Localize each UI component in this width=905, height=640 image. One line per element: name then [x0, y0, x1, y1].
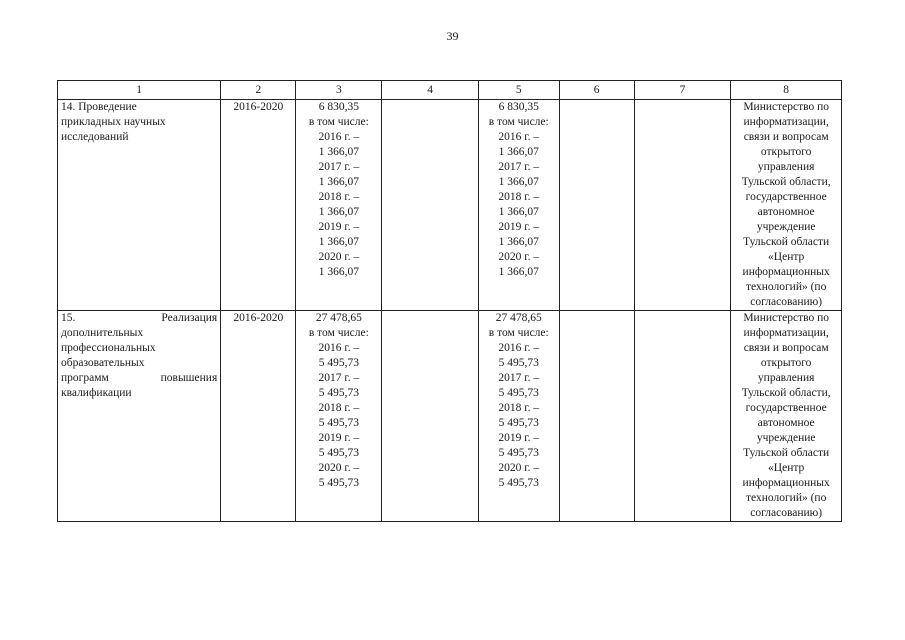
header-row	[58, 81, 842, 100]
text-line: связи и вопросам	[743, 342, 829, 354]
total-funding-cell	[296, 100, 382, 311]
text-line: 5 495,73	[498, 447, 539, 459]
text-line: 2018 г. –	[318, 402, 360, 414]
empty-cell-4	[382, 311, 479, 522]
text-line: управления	[757, 372, 815, 384]
text-line: 2019 г. –	[498, 432, 540, 444]
empty-cell-7	[634, 311, 731, 522]
text-line: государственное	[745, 402, 827, 414]
text-line: в том числе:	[488, 327, 549, 339]
empty-cell-6	[559, 311, 634, 522]
text-word: программ	[61, 372, 109, 384]
text-line: профессиональных	[61, 342, 156, 354]
text-line: 2018 г. –	[498, 402, 540, 414]
text-line: в том числе:	[488, 116, 549, 128]
column-header-3: 3	[296, 81, 382, 100]
column-header-4: 4	[382, 81, 479, 100]
text-line: 27 478,65	[315, 312, 362, 324]
text-line: 2020 г. –	[498, 251, 540, 263]
measure-name-cell	[58, 100, 221, 311]
column-header-2: 2	[221, 81, 296, 100]
column-header-5: 5	[478, 81, 559, 100]
text-line: Тульской области	[743, 447, 830, 459]
total-funding-cell	[296, 311, 382, 522]
period-cell: 2016-2020	[221, 311, 296, 522]
text-line: 2018 г. –	[498, 191, 540, 203]
text-line: 1 366,07	[498, 176, 539, 188]
text-line: учреждение	[756, 221, 816, 233]
text-line: 2017 г. –	[318, 372, 360, 384]
text-line: открытого	[760, 146, 812, 158]
text-line: 1 366,07	[318, 146, 359, 158]
text-line: Тульской области	[743, 236, 830, 248]
text-line: 14. Проведение	[61, 101, 137, 113]
text-line: информатизации,	[743, 116, 829, 128]
text-line: 5 495,73	[318, 357, 359, 369]
text-line: 2017 г. –	[318, 161, 360, 173]
text-line: квалификации	[61, 387, 132, 399]
empty-cell-6	[559, 100, 634, 311]
text-line: 1 366,07	[498, 146, 539, 158]
table-row	[58, 100, 842, 311]
text-line	[61, 311, 217, 326]
text-line: автономное	[757, 206, 815, 218]
text-line: 2020 г. –	[318, 462, 360, 474]
text-line: 1 366,07	[498, 266, 539, 278]
text-line: технологий» (по	[745, 281, 827, 293]
column-header-1: 1	[58, 81, 221, 100]
text-line: 27 478,65	[495, 312, 542, 324]
text-line: 5 495,73	[318, 417, 359, 429]
text-line: 2017 г. –	[498, 372, 540, 384]
text-line: 5 495,73	[498, 417, 539, 429]
text-line: 2019 г. –	[318, 221, 360, 233]
text-line: информационных	[742, 477, 830, 489]
text-line: открытого	[760, 357, 812, 369]
empty-cell-7	[634, 100, 731, 311]
text-line: 1 366,07	[498, 236, 539, 248]
text-word: Реализация	[161, 312, 218, 324]
text-line: 5 495,73	[318, 387, 359, 399]
period-cell: 2016-2020	[221, 100, 296, 311]
column-header-7: 7	[634, 81, 731, 100]
text-line: 6 830,35	[318, 101, 359, 113]
text-line: 2018 г. –	[318, 191, 360, 203]
text-line: согласованию)	[750, 507, 823, 519]
empty-cell-4	[382, 100, 479, 311]
text-line: 2016 г. –	[498, 131, 540, 143]
text-line: согласованию)	[750, 296, 823, 308]
text-line: прикладных научных	[61, 116, 166, 128]
text-line: 5 495,73	[498, 357, 539, 369]
text-line: «Центр	[768, 462, 805, 474]
text-line: 2016 г. –	[498, 342, 540, 354]
text-line: 5 495,73	[498, 387, 539, 399]
executor-cell	[731, 311, 842, 522]
text-line: связи и вопросам	[743, 131, 829, 143]
text-line: 1 366,07	[318, 206, 359, 218]
page-number: 39	[446, 29, 459, 43]
column-header-6: 6	[559, 81, 634, 100]
text-line: 2017 г. –	[498, 161, 540, 173]
text-line: 6 830,35	[498, 101, 539, 113]
text-line: 5 495,73	[318, 447, 359, 459]
text-line: Тульской области,	[741, 387, 831, 399]
text-line: Тульской области,	[741, 176, 831, 188]
text-line: 5 495,73	[498, 477, 539, 489]
text-line: в том числе:	[308, 327, 369, 339]
text-line: 5 495,73	[318, 477, 359, 489]
text-line: учреждение	[756, 432, 816, 444]
text-line: Министерство по	[743, 101, 830, 113]
text-line: исследований	[61, 131, 129, 143]
text-line: информатизации,	[743, 327, 829, 339]
regional-funding-cell	[478, 100, 559, 311]
measures-table	[57, 80, 842, 522]
text-line: 2016 г. –	[318, 131, 360, 143]
text-line: 2020 г. –	[498, 462, 540, 474]
text-line: образовательных	[61, 357, 145, 369]
text-line: в том числе:	[308, 116, 369, 128]
text-line: 2019 г. –	[498, 221, 540, 233]
text-line: информационных	[742, 266, 830, 278]
text-line: технологий» (по	[745, 492, 827, 504]
text-line: дополнительных	[61, 327, 144, 339]
text-line	[61, 371, 217, 386]
text-line: 1 366,07	[318, 236, 359, 248]
text-line: Министерство по	[743, 312, 830, 324]
text-line: 1 366,07	[498, 206, 539, 218]
text-line: 2019 г. –	[318, 432, 360, 444]
regional-funding-cell	[478, 311, 559, 522]
text-line: 2016 г. –	[318, 342, 360, 354]
text-line: «Центр	[768, 251, 805, 263]
text-line: 2020 г. –	[318, 251, 360, 263]
text-word: повышения	[160, 372, 218, 384]
text-line: автономное	[757, 417, 815, 429]
text-line: 1 366,07	[318, 266, 359, 278]
executor-cell	[731, 100, 842, 311]
measure-name-cell	[58, 311, 221, 522]
column-header-8: 8	[731, 81, 842, 100]
text-line: государственное	[745, 191, 827, 203]
text-line: 1 366,07	[318, 176, 359, 188]
text-word: 15.	[61, 312, 76, 324]
table-row	[58, 311, 842, 522]
text-line: управления	[757, 161, 815, 173]
